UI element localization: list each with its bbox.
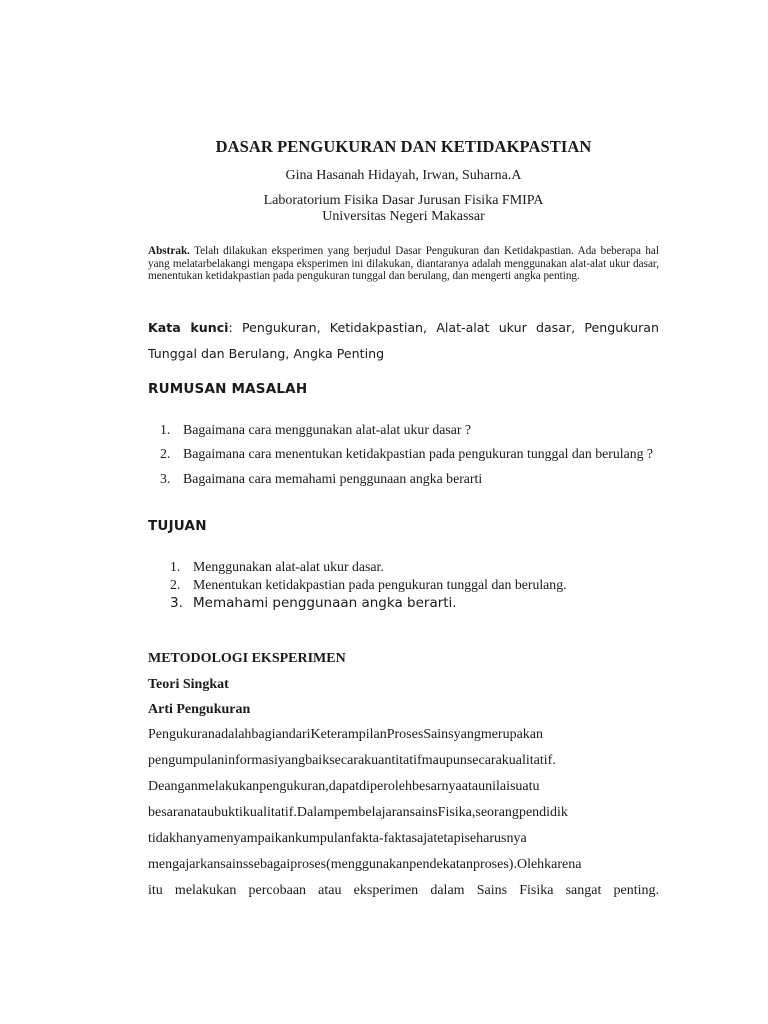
list-item <box>148 441 659 467</box>
word: kualitatif. <box>242 805 297 820</box>
word: atau <box>461 779 486 794</box>
keywords-label: Kata kunci <box>148 320 229 335</box>
paragraph-line <box>148 774 659 800</box>
tujuan-heading: TUJUAN <box>148 518 207 534</box>
list-item <box>148 576 659 594</box>
word: besaran <box>148 805 191 820</box>
word: Sains <box>423 727 454 742</box>
word: besarnya <box>411 779 462 794</box>
paper-title: DASAR PENGUKURAN DAN KETIDAKPASTIAN <box>215 137 592 156</box>
word: diperoleh <box>359 779 412 794</box>
affiliation-line-2: Universitas Negeri Makassar <box>322 209 485 224</box>
paragraph-line <box>148 722 659 748</box>
word: menyampaikan <box>209 831 295 846</box>
paragraph-line <box>148 748 659 774</box>
body-paragraph <box>148 722 659 904</box>
word: proses). <box>473 857 517 872</box>
word: Proses <box>386 727 424 742</box>
list-number: 3. <box>160 471 171 486</box>
word: bagian <box>251 727 289 742</box>
word: Keterampilan <box>310 727 387 742</box>
word: yang <box>277 753 306 768</box>
word: karena <box>544 857 582 872</box>
word: merupakan <box>480 727 544 742</box>
list-text: Memahami penggunaan angka berarti. <box>193 595 457 611</box>
word: bukti <box>214 805 243 820</box>
word: (menggunakan <box>326 857 410 872</box>
metodologi-heading: METODOLOGI EKSPERIMEN <box>148 651 346 666</box>
word: tetapi <box>433 831 465 846</box>
word: proses <box>290 857 327 872</box>
list-item <box>148 467 659 490</box>
word: Fisika, <box>437 805 476 820</box>
keywords-text: : Pengukuran, Ketidakpastian, Alat-alat ukur dasar, Pengukuran Tunggal dan Berulang, Angka Penting <box>148 320 659 361</box>
word: kuantitatif <box>364 753 422 768</box>
word: Deangan <box>148 779 198 794</box>
word: seorang <box>475 805 519 820</box>
word: pengukuran, <box>259 779 329 794</box>
list-number: 2. <box>160 446 171 461</box>
affiliation-line-1: Laboratorium Fisika Dasar Jurusan Fisika FMIPA <box>263 193 544 208</box>
word: secara <box>466 753 502 768</box>
document-page <box>148 0 659 1024</box>
word: secara <box>329 753 365 768</box>
word: seharusnya <box>464 831 527 846</box>
abstract-paragraph <box>148 245 659 283</box>
abstract-text: Telah dilakukan eksperimen yang berjudul Dasar Pengukuran dan Ketidakpastian. Ada beberapa hal yang melatarbelakangi mengapa eksperimen ini dilakukan, diantaranya adalah menggunakan alat-alat ukur dasar, menentukan ketidakpastian pada pengukuran tunggal dan berulang, dan mengerti angka penting. <box>148 245 659 283</box>
word: sains <box>220 857 249 872</box>
word: adalah <box>214 727 252 742</box>
list-item <box>148 594 659 613</box>
word: suatu <box>509 779 540 794</box>
arti-pengukuran-heading: Arti Pengukuran <box>148 702 251 717</box>
word: saja <box>411 831 434 846</box>
paragraph-line: itu melakukan percobaan atau eksperimen dalam Sains Fisika sangat penting. <box>148 883 659 898</box>
keywords-paragraph <box>148 315 659 367</box>
word: pengumpulan <box>148 753 225 768</box>
list-item <box>148 558 659 576</box>
paragraph-line <box>148 826 659 852</box>
list-number: 3. <box>170 595 183 611</box>
list-item <box>148 418 659 441</box>
paragraph-line <box>148 800 659 826</box>
list-text: Menentukan ketidakpastian pada pengukuran tunggal dan berulang. <box>193 577 567 592</box>
list-text: Bagaimana cara menentukan ketidakpastian pada pengukuran tunggal dan berulang ? <box>183 446 654 461</box>
word: dapat <box>328 779 360 794</box>
word: fakta-fakta <box>350 831 412 846</box>
list-number: 2. <box>170 577 181 592</box>
list-text: Menggunakan alat-alat ukur dasar. <box>193 559 384 574</box>
word: maupun <box>421 753 467 768</box>
paragraph-line <box>148 852 659 878</box>
word: Oleh <box>516 857 545 872</box>
tujuan-list <box>148 558 659 613</box>
list-text: Bagaimana cara menggunakan alat-alat ukur dasar ? <box>183 422 472 437</box>
word: pembelajaran <box>334 805 410 820</box>
word: Dalam <box>296 805 335 820</box>
word: nilai <box>485 779 510 794</box>
word: pendekatan <box>409 857 474 872</box>
list-number: 1. <box>170 559 181 574</box>
word: tidak <box>148 831 176 846</box>
word: yang <box>453 727 481 742</box>
word: Pengukuran <box>148 727 215 742</box>
word: atau <box>190 805 215 820</box>
rumusan-list <box>148 418 659 490</box>
paper-affiliation <box>148 193 659 225</box>
paper-authors: Gina Hasanah Hidayah, Irwan, Suharna.A <box>285 168 522 183</box>
list-number: 1. <box>160 422 171 437</box>
word: kualitatif. <box>501 753 556 768</box>
word: dari <box>288 727 311 742</box>
list-text: Bagaimana cara memahami penggunaan angka berarti <box>183 471 483 486</box>
rumusan-heading: RUMUSAN MASALAH <box>148 381 308 397</box>
abstract-label: Abstrak. <box>148 245 190 257</box>
word: sebagai <box>248 857 291 872</box>
word: sains <box>409 805 438 820</box>
word: baik <box>305 753 330 768</box>
word: kumpulan <box>294 831 351 846</box>
word: hanya <box>176 831 210 846</box>
teori-singkat-heading: Teori Singkat <box>148 677 229 692</box>
word: informasi <box>224 753 278 768</box>
word: pendidik <box>518 805 568 820</box>
word: mengajarkan <box>148 857 221 872</box>
word: melakukan <box>197 779 260 794</box>
